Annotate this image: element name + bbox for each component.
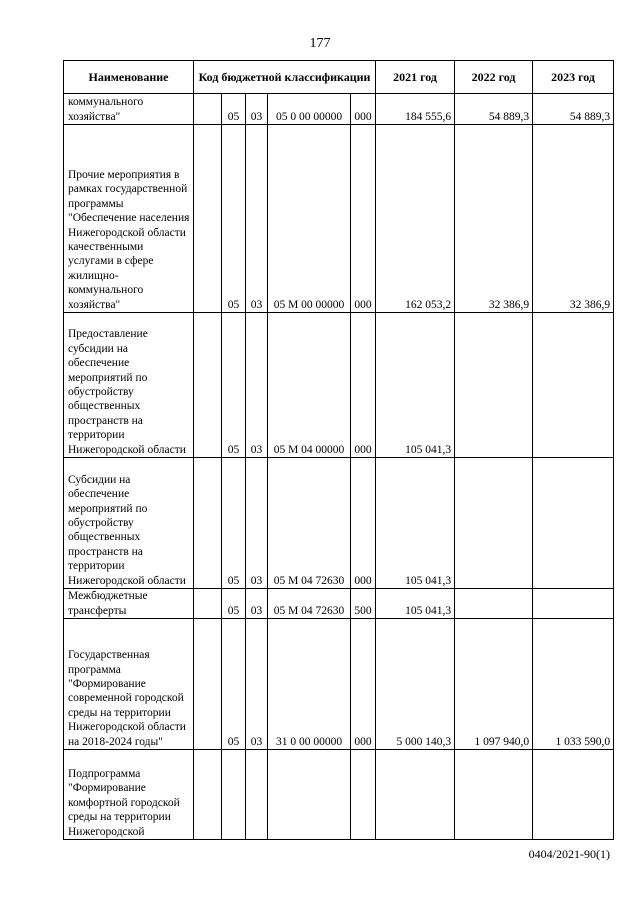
cell-y2023: 1 033 590,0 — [533, 619, 614, 750]
cell-c2: 05 — [222, 313, 246, 458]
cell-c3: 03 — [246, 589, 268, 619]
header-code: Код бюджетной классификации — [194, 61, 376, 94]
cell-c5: 000 — [351, 94, 376, 125]
cell-c5: 500 — [351, 589, 376, 619]
cell-y2021: 105 041,3 — [376, 313, 455, 458]
cell-c5: 000 — [351, 458, 376, 589]
cell-c1 — [194, 458, 222, 589]
cell-y2021: 162 053,2 — [376, 125, 455, 313]
cell-c2: 05 — [222, 619, 246, 750]
cell-c1 — [194, 750, 222, 840]
table-row — [64, 313, 614, 458]
cell-y2023: 54 889,3 — [533, 94, 614, 125]
table-row — [64, 589, 614, 619]
cell-c2: 05 — [222, 125, 246, 313]
cell-y2021 — [376, 750, 455, 840]
header-2021: 2021 год — [376, 61, 455, 94]
cell-c5: 000 — [351, 125, 376, 313]
cell-c3: 03 — [246, 619, 268, 750]
cell-c4: 31 0 00 00000 — [268, 619, 351, 750]
table-row — [64, 125, 614, 313]
cell-name: коммунального хозяйства" — [64, 94, 194, 125]
table-row — [64, 94, 614, 125]
cell-c2: 05 — [222, 94, 246, 125]
cell-c3: 03 — [246, 313, 268, 458]
cell-c5: 000 — [351, 313, 376, 458]
cell-c1 — [194, 619, 222, 750]
header-name: Наименование — [64, 61, 194, 94]
cell-y2023: 32 386,9 — [533, 125, 614, 313]
cell-c1 — [194, 313, 222, 458]
cell-c5: 000 — [351, 619, 376, 750]
cell-c4: 05 М 04 00000 — [268, 313, 351, 458]
cell-c3: 03 — [246, 125, 268, 313]
cell-y2022: 54 889,3 — [455, 94, 533, 125]
cell-name: Прочие мероприятия в рамках государственной программы "Обеспечение населения Нижегородской области качественными услугами в сфере жилищно-коммунального хозяйства" — [64, 125, 194, 313]
cell-y2022 — [455, 589, 533, 619]
cell-y2023 — [533, 313, 614, 458]
table-row — [64, 619, 614, 750]
cell-y2023 — [533, 750, 614, 840]
cell-y2021: 5 000 140,3 — [376, 619, 455, 750]
cell-c4: 05 М 00 00000 — [268, 125, 351, 313]
cell-y2022 — [455, 313, 533, 458]
budget-table — [63, 60, 614, 840]
cell-c1 — [194, 94, 222, 125]
cell-name: Межбюджетные трансферты — [64, 589, 194, 619]
cell-c3 — [246, 750, 268, 840]
cell-c2: 05 — [222, 589, 246, 619]
page-number: 177 — [309, 36, 331, 51]
cell-y2022 — [455, 750, 533, 840]
cell-y2023 — [533, 458, 614, 589]
cell-y2022: 1 097 940,0 — [455, 619, 533, 750]
table-row — [64, 750, 614, 840]
cell-y2021: 184 555,6 — [376, 94, 455, 125]
cell-c3: 03 — [246, 458, 268, 589]
cell-y2021: 105 041,3 — [376, 458, 455, 589]
cell-name: Предоставление субсидии на обеспечение мероприятий по обустройству общественных пространств на территории Нижегородской области — [64, 313, 194, 458]
header-2022: 2022 год — [455, 61, 533, 94]
cell-name: Подпрограмма "Формирование комфортной городской среды на территории Нижегородской — [64, 750, 194, 840]
cell-c1 — [194, 589, 222, 619]
cell-c4: 05 М 04 72630 — [268, 589, 351, 619]
cell-c3: 03 — [246, 94, 268, 125]
cell-y2023 — [533, 589, 614, 619]
cell-c4 — [268, 750, 351, 840]
cell-c2: 05 — [222, 458, 246, 589]
cell-c1 — [194, 125, 222, 313]
cell-name: Субсидии на обеспечение мероприятий по обустройству общественных пространств на территории Нижегородской области — [64, 458, 194, 589]
cell-c2 — [222, 750, 246, 840]
cell-c5 — [351, 750, 376, 840]
cell-c4: 05 М 04 72630 — [268, 458, 351, 589]
cell-y2021: 105 041,3 — [376, 589, 455, 619]
document-code: 0404/2021-90(1) — [528, 847, 610, 861]
table-header-row — [64, 61, 614, 94]
cell-name: Государственная программа "Формирование современной городской среды на территории Нижегородской области на 2018-2024 годы" — [64, 619, 194, 750]
cell-y2022: 32 386,9 — [455, 125, 533, 313]
header-2023: 2023 год — [533, 61, 614, 94]
table-row — [64, 458, 614, 589]
cell-c4: 05 0 00 00000 — [268, 94, 351, 125]
cell-y2022 — [455, 458, 533, 589]
